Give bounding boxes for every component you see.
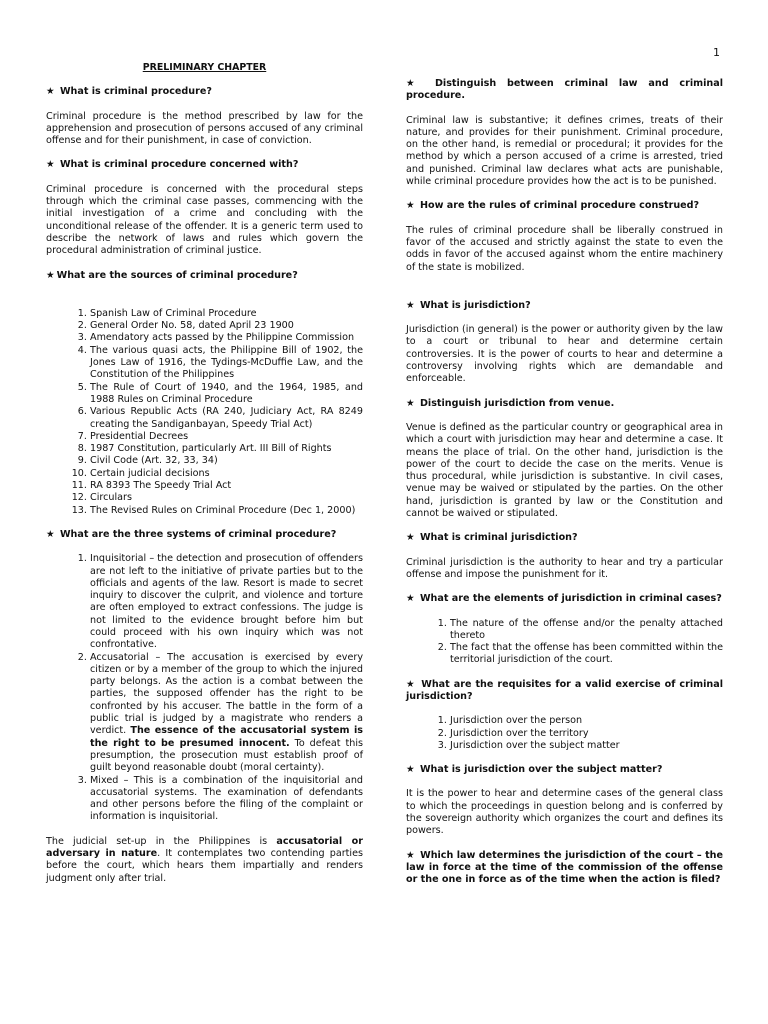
chapter-title: PRELIMINARY CHAPTER [142,62,267,73]
star-icon: ★ [406,593,415,605]
question-heading: ★ What is jurisdiction? [406,299,531,311]
list-item: 9. Civil Code (Art. 32, 33, 34) [90,455,363,467]
question-heading: ★ How are the rules of criminal procedure construed? [406,200,700,212]
list-item: 2. Accusatorial – The accusation is exercised by every citizen or by a member of the group to which the injured party belongs. As the action is a combat between the parties, the supposed offender has the right to be confronted by his accuser. The battle in the form of a public trial is judged by a magistrate who renders a verdict. The essence of the accusatorial system is the right to be presumed innocent. To defeat this presumption, the prosecution must establish proof of guilt beyond reasonable doubt (moral certainty). [90,652,363,775]
question-heading: ★ What is criminal jurisdiction? [406,532,578,544]
star-icon: ★ [46,528,55,540]
list-item: 6. Various Republic Acts (RA 240, Judiciary Act, RA 8249 creating the Sandiganbayan, Speedy Trial Act) [90,406,363,431]
star-icon: ★ [406,397,415,409]
list-item: 5. The Rule of Court of 1940, and the 1964, 1985, and 1988 Rules on Criminal Procedure [90,382,363,407]
answer-paragraph: Criminal procedure is concerned with the procedural steps through which the criminal case passes, commencing with the initial investigation of a crime and concluding with the unconditional release of the offender. It is a generic term used to describe the network of laws and rules which govern the procedural administration of criminal justice. [46,183,363,257]
list-item: 2. General Order No. 58, dated April 23 1900 [90,320,363,332]
list-item: 1. Jurisdiction over the person [450,715,723,727]
star-icon: ★ [46,86,55,98]
answer-paragraph: Criminal jurisdiction is the authority to hear and try a particular offense and impose the punishment for it. [406,556,723,580]
question-heading: ★ What are the sources of criminal procedure? [46,269,298,281]
page-number: 1 [713,46,720,59]
elements-list [406,618,723,667]
list-item: 2. The fact that the offense has been committed within the territorial jurisdiction of the court. [450,642,723,667]
question-heading: ★ What is criminal procedure concerned with? [46,159,299,171]
question-heading: ★ What are the three systems of criminal procedure? [46,528,337,540]
answer-paragraph: The judicial set-up in the Philippines is accusatorial or adversary in nature. It contemplates two contending parties before the court, which hears them impartially and renders judgment only after trial. [46,835,364,884]
answer-paragraph: Venue is defined as the particular country or geographical area in which a court with jurisdiction may hear and determine a case. It means the place of trial. On the other hand, jurisdiction is the power of the court to decide the case on the merits. Venue is thus procedural, while jurisdiction is substantive. In civil cases, venue may be waived or stipulated by the parties. On the other hand, jurisdiction is granted by law or the Constitution and cannot be waived or stipulated. [406,421,723,520]
list-item: 2. Jurisdiction over the territory [450,728,723,740]
star-icon: ★ [46,269,55,281]
answer-paragraph: Jurisdiction (in general) is the power or authority given by the law to a court or tribunal to hear and determine certain controversies. It is the power of courts to hear and determine a controversy involving rights which are demandable and enforceable. [406,324,723,385]
list-item: 7. Presidential Decrees [90,431,363,443]
sources-list [46,308,363,517]
answer-paragraph: Criminal procedure is the method prescribed by law for the apprehension and prosecution of persons accused of any criminal offense and for their punishment, in case of conviction. [46,110,363,147]
list-item: 10. Certain judicial decisions [90,468,363,480]
list-item: 13. The Revised Rules on Criminal Procedure (Dec 1, 2000) [90,505,363,517]
systems-list [46,553,363,824]
answer-paragraph: It is the power to hear and determine cases of the general class to which the proceedings in question belong and is conferred by the sovereign authority which organizes the court and defines its powers. [406,788,723,837]
star-icon: ★ [406,849,415,861]
question-heading: ★ What are the elements of jurisdiction in criminal cases? [406,593,722,605]
star-icon: ★ [406,200,415,212]
list-item: 1. Inquisitorial – the detection and prosecution of offenders are not left to the initiative of private parties but to the officials and agents of the law. Resort is made to secret inquiry to discover the culprit, and violence and torture are often employed to extract confessions. The judge is not limited to the evidence brought before him but could proceed with his own inquiry which was not confrontative. [90,553,363,651]
star-icon: ★ [406,764,415,776]
star-icon: ★ [406,532,415,544]
list-item: 8. 1987 Constitution, particularly Art. III Bill of Rights [90,443,363,455]
list-item: 4. The various quasi acts, the Philippine Bill of 1902, the Jones Law of 1916, the Tydings-McDuffie Law, and the Constitution of the Philippines [90,345,363,382]
star-icon: ★ [406,78,423,89]
requisites-list [406,715,723,752]
list-item: 1. Spanish Law of Criminal Procedure [90,308,363,320]
answer-paragraph: The rules of criminal procedure shall be liberally construed in favor of the accused and strictly against the state to even the odds in favor of the accused against whom the entire machinery of the state is mobilized. [406,224,723,273]
question-heading: ★ Which law determines the jurisdiction of the court – the law in force at the time of the commission of the offense or the one in force as of the time when the action is filed? [406,849,723,886]
list-item: 1. The nature of the offense and/or the penalty attached thereto [450,618,723,643]
question-heading: ★ Distinguish between criminal law and criminal procedure. [406,78,723,102]
star-icon: ★ [406,678,416,690]
list-item: 3. Mixed – This is a combination of the inquisitorial and accusatorial systems. The examination of defendants and other persons before the filing of the complaint or information is inquisitorial. [90,775,363,824]
right-column [406,78,723,899]
star-icon: ★ [406,299,415,311]
left-column [46,62,363,897]
question-heading: ★ What are the requisites for a valid exercise of criminal jurisdiction? [406,678,723,702]
star-icon: ★ [46,159,55,171]
answer-paragraph: Criminal law is substantive; it defines crimes, treats of their nature, and provides for their punishment. Criminal procedure, on the other hand, is remedial or procedural; it provides for the method by which a person accused of a crime is arrested, tried and punished. Criminal law declares what acts are punishable, while criminal procedure provides how the act is to be punished. [406,114,723,188]
list-item: 3. Jurisdiction over the subject matter [450,740,723,752]
list-item: 11. RA 8393 The Speedy Trial Act [90,480,363,492]
list-item: 12. Circulars [90,492,363,504]
question-heading: ★ What is criminal procedure? [46,86,212,98]
list-item: 3. Amendatory acts passed by the Philippine Commission [90,332,363,344]
question-heading: ★ What is jurisdiction over the subject matter? [406,764,663,776]
question-heading: ★ Distinguish jurisdiction from venue. [406,397,615,409]
